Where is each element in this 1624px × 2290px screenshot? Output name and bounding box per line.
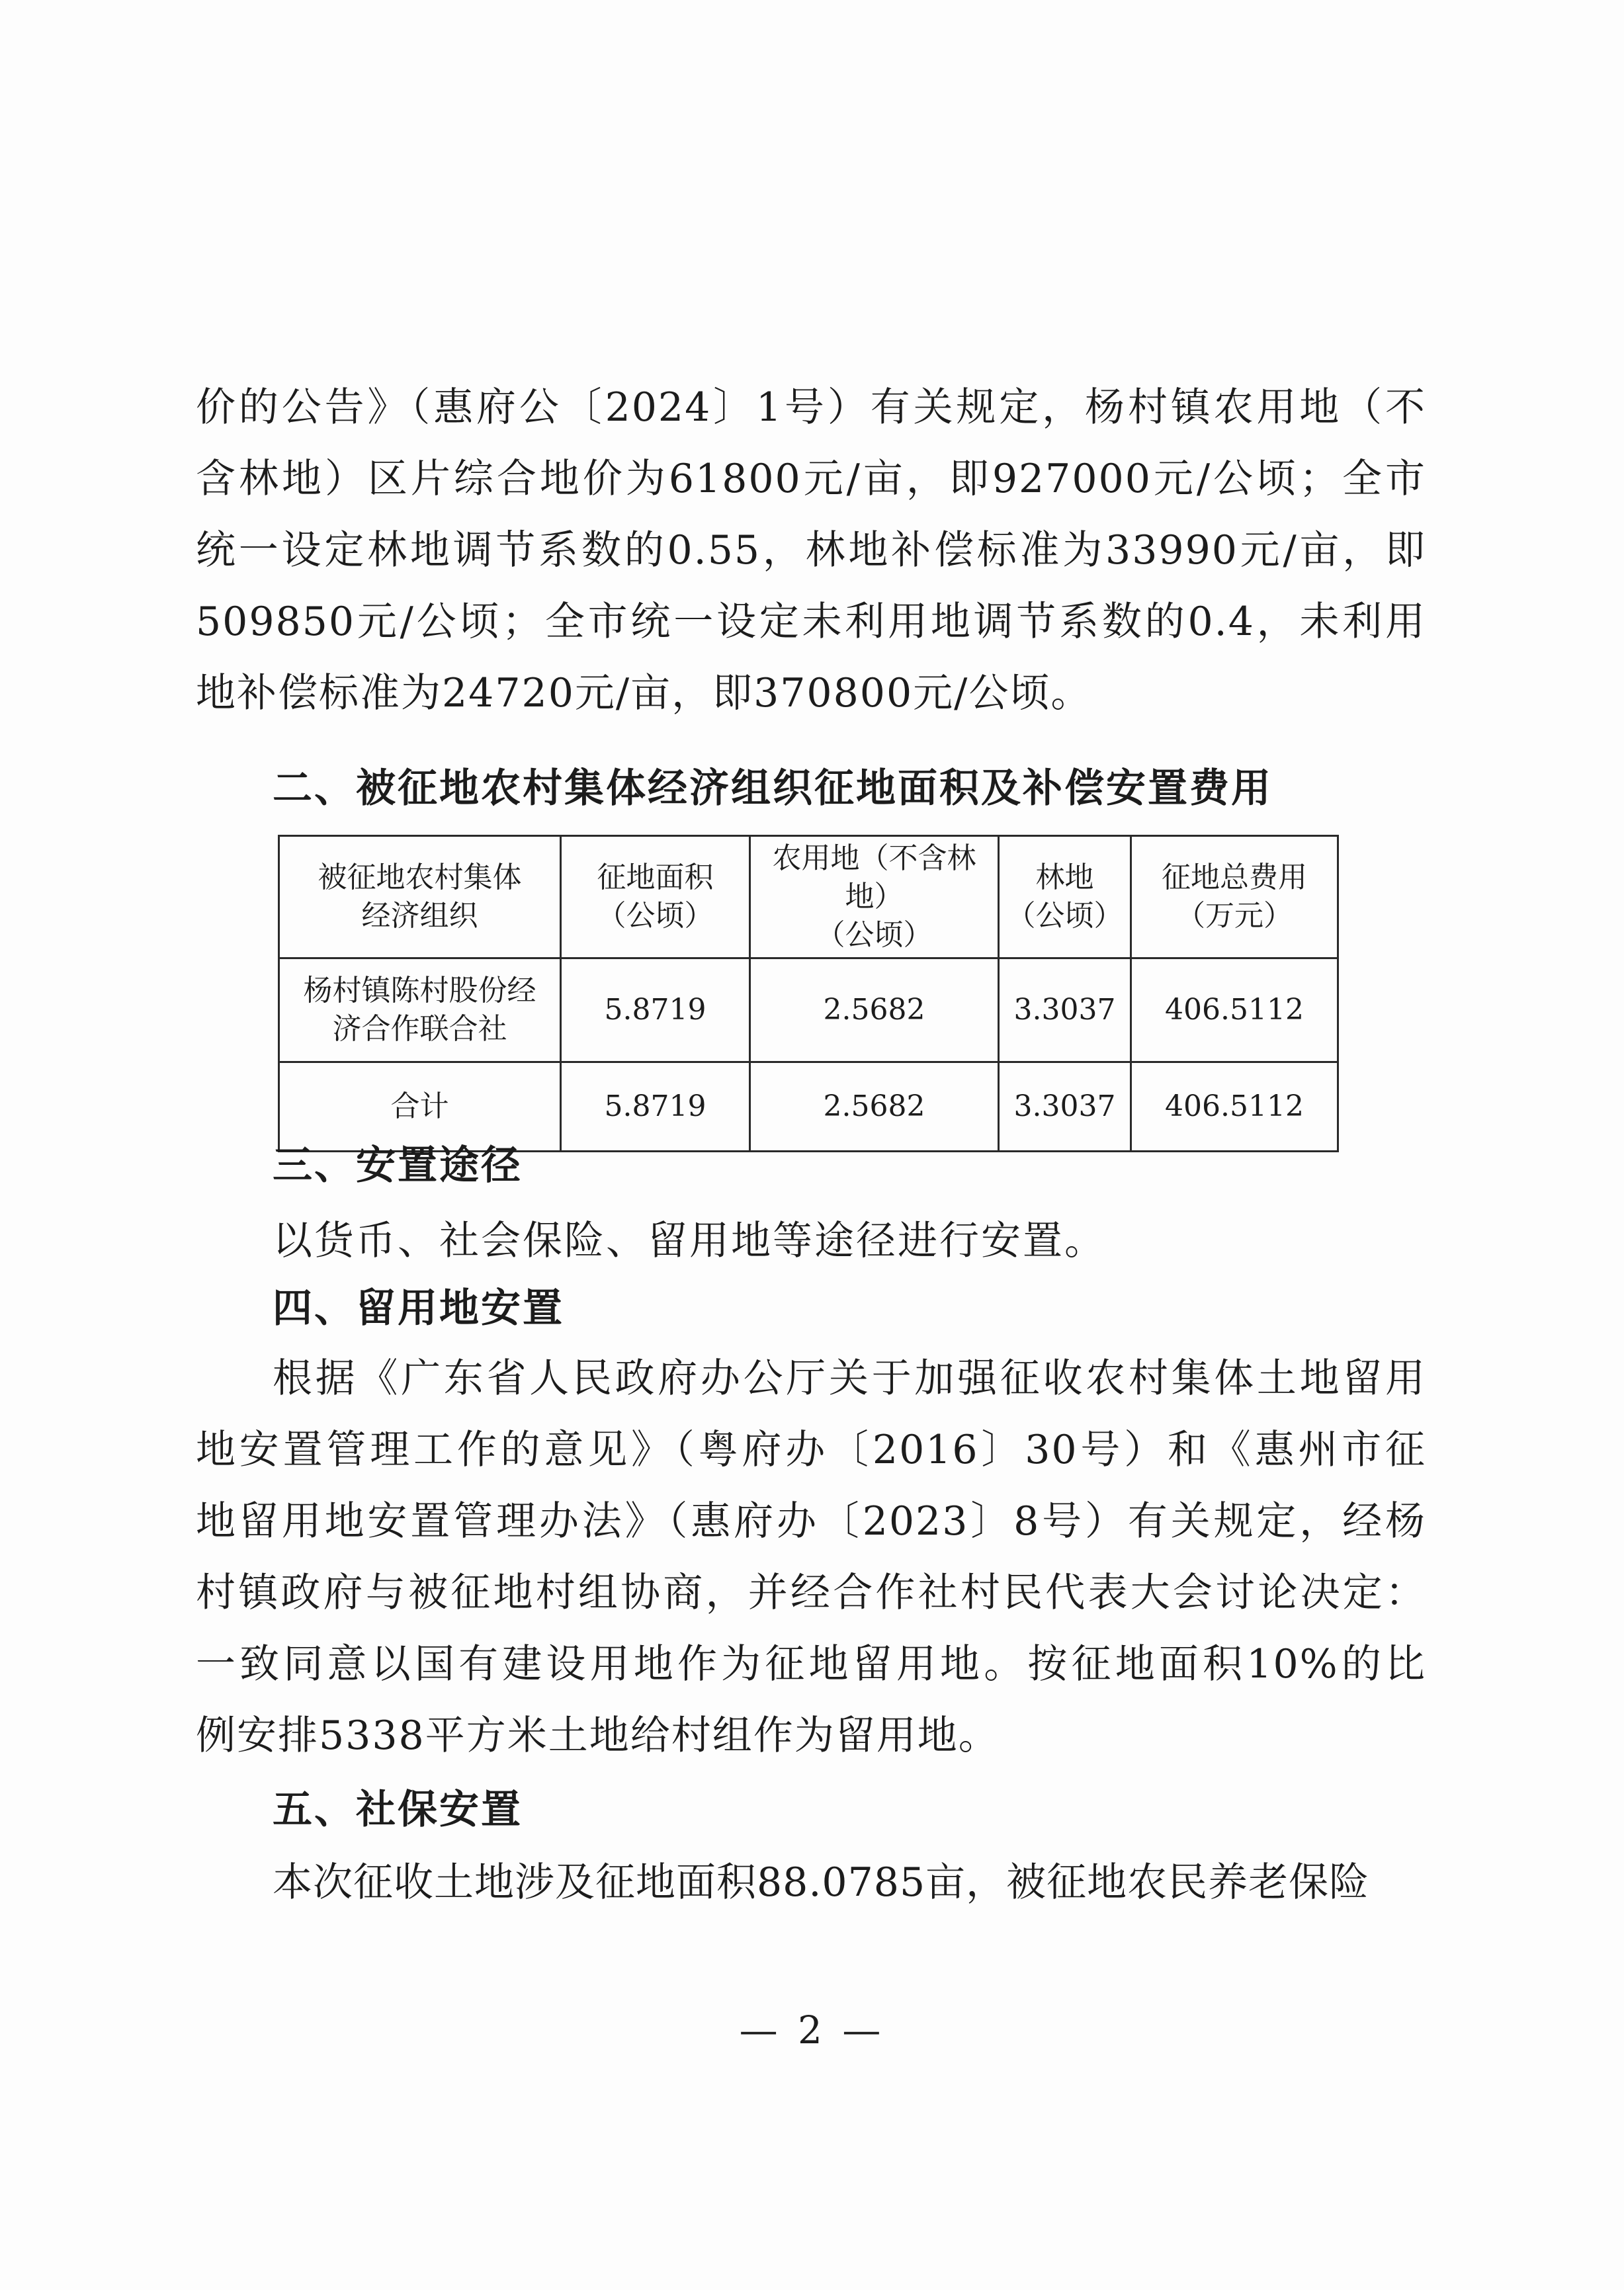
paragraph-line: 根据《广东省人民政府办公厅关于加强征收农村集体土地留用 [273, 1355, 1426, 1402]
header-forest [999, 836, 1131, 958]
section-5-text: 本次征收土地涉及征地面积88.0785亩，被征地农民养老保险 [273, 1859, 1370, 1906]
paragraph-line: 地补偿标准为24720元/亩，即370800元/公顷。 [196, 670, 1092, 716]
header-cost [1131, 836, 1338, 958]
cell-total-forest: 3.3037 [999, 1062, 1131, 1152]
cell-text: 济合作联合社 [332, 1012, 507, 1046]
paragraph-line: 地安置管理工作的意见》（粤府办〔2016〕30号）和《惠州市征 [196, 1427, 1426, 1473]
paragraph-line: 村镇政府与被征地村组协商，并经合作社村民代表大会讨论决定： [196, 1570, 1426, 1616]
cell-total-label: 合计 [279, 1062, 561, 1152]
paragraph-line: 509850元/公顷；全市统一设定未利用地调节系数的0.4，未利用 [196, 599, 1426, 645]
header-text: 经济组织 [361, 899, 478, 933]
cell-text: 杨村镇陈村股份经 [303, 974, 536, 1007]
header-area [561, 836, 750, 958]
cell-farmland: 2.5682 [750, 958, 999, 1062]
header-text: （公顷） [597, 899, 714, 933]
section-3-heading: 三、安置途径 [273, 1142, 523, 1189]
table-total-row [279, 1062, 1338, 1152]
header-text: 林地 [1035, 861, 1094, 894]
table-row [279, 958, 1338, 1062]
cell-org [279, 958, 561, 1062]
paragraph-line: 例安排5338平方米土地给村组作为留用地。 [196, 1713, 1000, 1759]
header-text: （万元） [1176, 899, 1293, 933]
header-farmland [750, 836, 999, 958]
section-5-heading: 五、社保安置 [273, 1787, 523, 1833]
section-4-heading: 四、留用地安置 [273, 1285, 564, 1332]
paragraph-line: 地留用地安置管理办法》（惠府办〔2023〕8号）有关规定，经杨 [196, 1498, 1426, 1545]
header-text: （公顷） [1006, 899, 1123, 933]
header-text: （公顷） [816, 918, 933, 952]
page-number: — 2 — [739, 2008, 885, 2053]
cell-total-cost: 406.5112 [1131, 1062, 1338, 1152]
cell-area: 5.8719 [561, 958, 750, 1062]
section-2-heading: 二、被征地农村集体经济组织征地面积及补偿安置费用 [273, 765, 1273, 812]
reserved-land-paragraph [196, 1343, 1426, 1771]
cell-cost: 406.5112 [1131, 958, 1338, 1062]
paragraph-line: 统一设定林地调节系数的0.55，林地补偿标准为33990元/亩，即 [196, 527, 1426, 573]
cell-total-farmland: 2.5682 [750, 1062, 999, 1152]
compensation-table [278, 835, 1339, 1152]
cell-forest: 3.3037 [999, 958, 1131, 1062]
paragraph-line: 一致同意以国有建设用地作为征地留用地。按征地面积10%的比 [196, 1641, 1426, 1687]
header-text: 被征地农村集体 [318, 861, 522, 894]
cell-total-area: 5.8719 [561, 1062, 750, 1152]
table-header-row [279, 836, 1338, 958]
paragraph-line: 价的公告》（惠府公〔2024〕1号）有关规定，杨村镇农用地（不 [196, 384, 1426, 431]
land-price-paragraph [196, 372, 1426, 729]
header-org [279, 836, 561, 958]
header-text: 征地总费用 [1162, 861, 1307, 894]
paragraph-line: 含林地）区片综合地价为61800元/亩，即927000元/公顷；全市 [196, 456, 1426, 502]
header-text: 征地面积 [597, 861, 714, 894]
section-3-text: 以货币、社会保险、留用地等途径进行安置。 [273, 1218, 1106, 1264]
header-text: 农用地（不含林地） [772, 841, 976, 913]
